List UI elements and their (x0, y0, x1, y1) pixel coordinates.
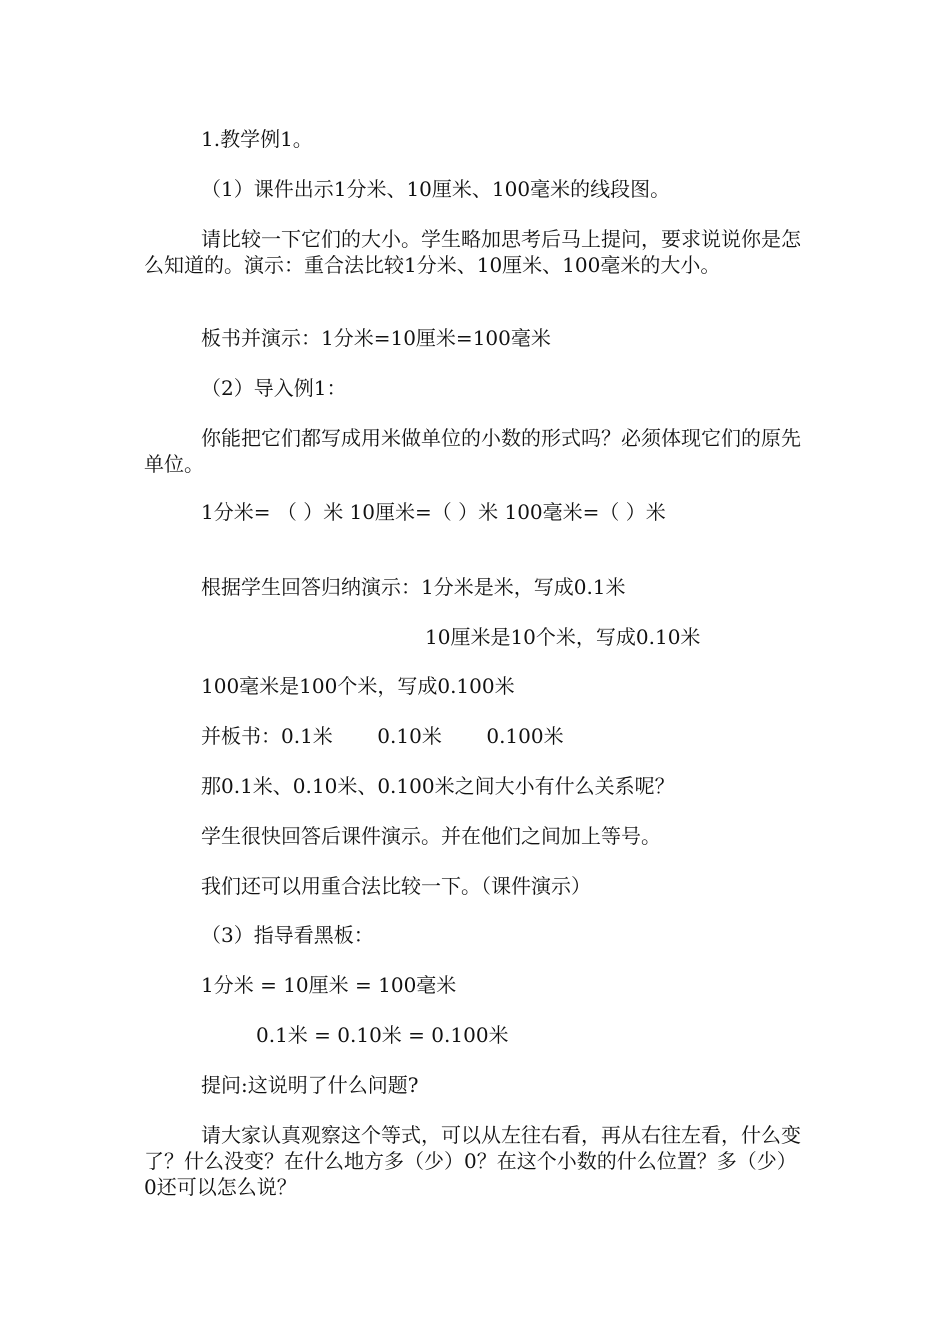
paragraph-student-answer: 学生很快回答后课件演示。并在他们之间加上等号。 (201, 824, 661, 848)
paragraph-summary-3: 100毫米是100个米，写成0.100米 (201, 674, 515, 698)
paragraph-equation-decimals: 0.1米 = 0.10米 = 0.100米 (256, 1023, 509, 1047)
paragraph-overlap-method: 我们还可以用重合法比较一下。（课件演示） (201, 874, 591, 898)
paragraph-board-decimals: 并板书：0.1米 0.10米 0.100米 (201, 724, 564, 748)
paragraph-board-demo: 板书并演示：1分米=10厘米=100毫米 (201, 326, 551, 350)
paragraph-compare: 请比较一下它们的大小。学生略加思考后马上提问，要求说说你是怎么知道的。演示：重合法比较1分米、10厘米、100毫米的大小。 (144, 227, 801, 277)
paragraph-fill-blanks: 1分米= （ ）米 10厘米=（ ）米 100毫米=（ ）米 (201, 500, 666, 524)
paragraph-step-3: （3）指导看黑板： (201, 923, 374, 947)
paragraph-summary-1: 根据学生回答归纳演示：1分米是米，写成0.1米 (201, 575, 626, 599)
paragraph-equation-units: 1分米 = 10厘米 = 100毫米 (201, 973, 457, 997)
paragraph-step-1: （1）课件出示1分米、10厘米、100毫米的线段图。 (201, 177, 671, 201)
paragraph-question-units: 你能把它们都写成用米做单位的小数的形式吗？必须体现它们的原先单位。 (144, 426, 801, 476)
paragraph-relation-question: 那0.1米、0.10米、0.100米之间大小有什么关系呢？ (201, 774, 675, 798)
paragraph-step-2: （2）导入例1： (201, 376, 347, 400)
paragraph-summary-2: 10厘米是10个米，写成0.10米 (425, 625, 701, 649)
paragraph-ask-question: 提问:这说明了什么问题? (201, 1073, 419, 1097)
paragraph-observe-equation: 请大家认真观察这个等式，可以从左往右看，再从右往左看，什么变了？什么没变？在什么地方多（少）0？在这个小数的什么位置？多（少）0还可以怎么说？ (144, 1123, 801, 1199)
paragraph-heading-example-1: 1.教学例1。 (201, 127, 313, 151)
